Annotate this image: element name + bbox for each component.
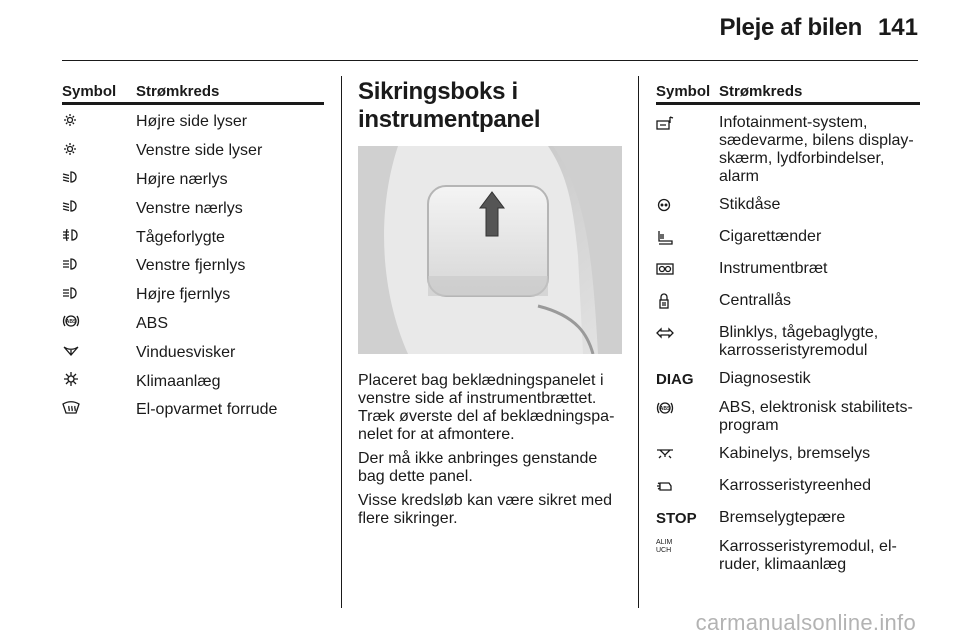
circuit-label: Instrumentbræt [719, 260, 828, 277]
table-row [656, 287, 920, 319]
socket-icon [656, 197, 674, 218]
high-beam-icon [62, 285, 80, 306]
table-row [62, 310, 324, 339]
section-title-line-1: Sikringsboks i [358, 78, 518, 105]
svg-text:ABS: ABS [659, 406, 671, 412]
table-row [62, 396, 324, 425]
circuit-label: Cigarettænder [719, 228, 822, 245]
circuit-label: Infotainment-system, sædevarme, bilens display-skærm, lydforbindelser, alarm [719, 114, 914, 185]
heated-windscreen-icon [62, 400, 80, 421]
column-divider-2 [638, 76, 639, 608]
column-header-circuit: Strømkreds [719, 83, 803, 100]
circuit-label: Centrallås [719, 292, 792, 309]
paragraph: Visse kredsløb kan være sikret med flere sikringer. [358, 492, 613, 527]
table-header [62, 78, 324, 105]
circuit-label: Klimaanlæg [136, 372, 221, 390]
table-row [62, 166, 324, 195]
circuit-label: Kabinelys, bremselys [719, 445, 871, 462]
circuit-label: ABS, elektronisk stabilitets-program [719, 399, 913, 434]
alim-uch-symbol [656, 539, 672, 555]
fog-light-icon [62, 227, 80, 248]
svg-text:ABS: ABS [65, 319, 77, 326]
table-row [656, 533, 920, 579]
paragraph: Placeret bag beklædningspanelet i venstre side af instrumentbrættet. Træk øverste del af beklædningspa-nelet for at afmontere. [358, 372, 615, 443]
table-row [62, 137, 324, 166]
circuit-label: Venstre fjernlys [136, 257, 246, 275]
column-divider-1 [341, 76, 342, 608]
body-control-icon [656, 478, 674, 499]
table-row [62, 367, 324, 396]
circuit-label: Tågeforlygte [136, 228, 225, 246]
table-row [62, 223, 324, 252]
table-row [656, 191, 920, 223]
wiper-icon [62, 342, 80, 363]
page-header-title: Pleje af bilen [719, 14, 862, 41]
table-row [656, 440, 920, 472]
table-row [62, 252, 324, 281]
left-fuse-table [62, 78, 324, 425]
circuit-label: Karrosseristyremodul, el-ruder, klimaanlæg [719, 538, 897, 573]
circuit-label: Venstre side lyser [136, 142, 263, 160]
low-beam-icon [62, 198, 80, 219]
table-row [656, 319, 920, 365]
table-row [62, 194, 324, 223]
table-row [656, 109, 920, 191]
section-title [358, 78, 622, 134]
circuit-label: Karrosseristyreenhed [719, 477, 872, 494]
low-beam-icon [62, 169, 80, 190]
circuit-label: Højre fjernlys [136, 286, 231, 304]
instrument-panel-icon [656, 261, 674, 282]
circuit-label: Diagnosestik [719, 370, 811, 387]
watermark: carmanualsonline.info [695, 610, 916, 635]
circuit-label: Højre nærlys [136, 170, 228, 188]
circuit-label: Venstre nærlys [136, 199, 243, 217]
turn-signal-icon [656, 325, 674, 346]
side-light-icon [62, 141, 80, 162]
circuit-label: Stikdåse [719, 196, 781, 213]
abs-icon [656, 400, 674, 421]
high-beam-icon [62, 256, 80, 277]
stop-symbol: STOP [656, 510, 697, 527]
table-row [62, 338, 324, 367]
table-row [656, 365, 920, 394]
infotainment-icon [656, 115, 674, 136]
table-row [62, 281, 324, 310]
circuit-label: Blinklys, tågebaglygte, karrosseristyremodul [719, 324, 879, 359]
fuse-box-section [358, 78, 622, 534]
table-row [656, 255, 920, 287]
circuit-label: ABS [136, 314, 169, 332]
column-header-symbol: Symbol [62, 83, 117, 100]
page-number: 141 [877, 14, 918, 41]
circuit-label: El-opvarmet forrude [136, 401, 278, 419]
section-title-line-2: instrumentpanel [358, 106, 541, 133]
cigarette-lighter-icon [656, 229, 674, 250]
table-row [656, 472, 920, 504]
table-row [656, 223, 920, 255]
side-light-icon [62, 112, 80, 133]
fuse-box-cover-photo [358, 146, 622, 354]
interior-light-icon [656, 446, 674, 467]
column-header-circuit: Strømkreds [136, 83, 220, 100]
circuit-label: Bremselygtepære [719, 509, 846, 526]
column-header-symbol: Symbol [656, 83, 711, 100]
circuit-label: Højre side lyser [136, 113, 248, 131]
table-row [656, 504, 920, 533]
table-row [656, 394, 920, 440]
table-row [62, 108, 324, 137]
alim-label: ALIM [656, 539, 673, 546]
uch-label: UCH [656, 547, 672, 554]
climate-fan-icon [62, 371, 80, 392]
paragraph: Der må ikke anbringes genstande bag dette panel. [358, 450, 598, 485]
header-divider [62, 60, 918, 61]
central-lock-icon [656, 293, 674, 314]
diag-symbol: DIAG [656, 371, 694, 388]
table-header [656, 78, 920, 105]
right-fuse-table [656, 78, 920, 579]
circuit-label: Vinduesvisker [136, 343, 236, 361]
abs-icon [62, 313, 80, 334]
